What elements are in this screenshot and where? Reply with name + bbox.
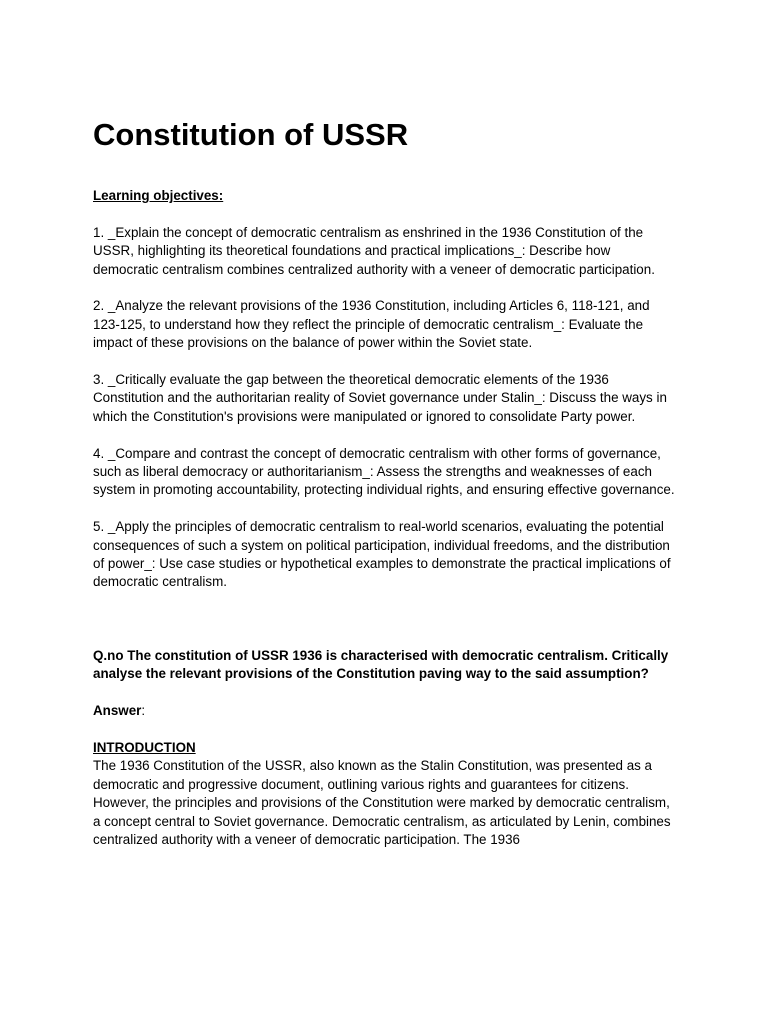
objective-item: 2. _Analyze the relevant provisions of the 1936 Constitution, including Articles 6, 118-121, and 123-125, to understand how they reflect the principle of democratic centralism_: Evaluate the impact of these provisions on the balance of power within the Soviet state.	[93, 298, 650, 351]
document-title: Constitution of USSR	[93, 117, 409, 152]
answer-label-text: Answer	[93, 703, 142, 719]
section-spacer	[93, 610, 679, 647]
intro-heading-text: INTRODUCTION	[93, 740, 196, 756]
objective-item: 5. _Apply the principles of democratic centralism to real-world scenarios, evaluating the potential consequences of such a system on political participation, individual freedoms, and the distribution of power_: Use case studies or hypothetical examples to demonstrate the practical implications of democratic centralism.	[93, 519, 671, 590]
objective-item: 4. _Compare and contrast the concept of democratic centralism with other forms of governance, such as liberal democracy or authoritarianism_: Assess the strengths and weaknesses of each system in promoting accountability, protecting individual rights, and ensuring effective governance.	[93, 445, 675, 498]
answer-colon: :	[141, 703, 146, 719]
objectives-heading	[93, 187, 679, 205]
intro-paragraph: The 1936 Constitution of the USSR, also known as the Stalin Constitution, was presented as a democratic and progressive document, outlining various rights and guarantees for citizens. However, the principles and provisions of the Constitution were marked by democratic centralism, a concept central to Soviet governance. Democratic centralism, as articulated by Lenin, combines centralized authority with a veneer of democratic participation. The 1936	[93, 758, 671, 848]
objective-item: 3. _Critically evaluate the gap between the theoretical democratic elements of the 1936 Constitution and the authoritarian reality of Soviet governance under Stalin_: Discuss the ways in which the Constitution's provisions were manipulated or ignored to consolidate Party power.	[93, 372, 667, 424]
intro-heading	[93, 739, 679, 757]
question-text: Q.no The constitution of USSR 1936 is characterised with democratic centralism. Critically analyse the relevant provisions of the Constitution paving way to the said assumption?	[93, 648, 669, 682]
objective-item: 1. _Explain the concept of democratic centralism as enshrined in the 1936 Constitution of the USSR, highlighting its theoretical foundations and practical implications_: Describe how democratic centralism combines centralized authority with a veneer of democratic participation.	[93, 224, 655, 277]
document-body	[93, 187, 679, 849]
objectives-heading-text: Learning objectives:	[93, 188, 224, 203]
answer-label	[93, 702, 679, 720]
